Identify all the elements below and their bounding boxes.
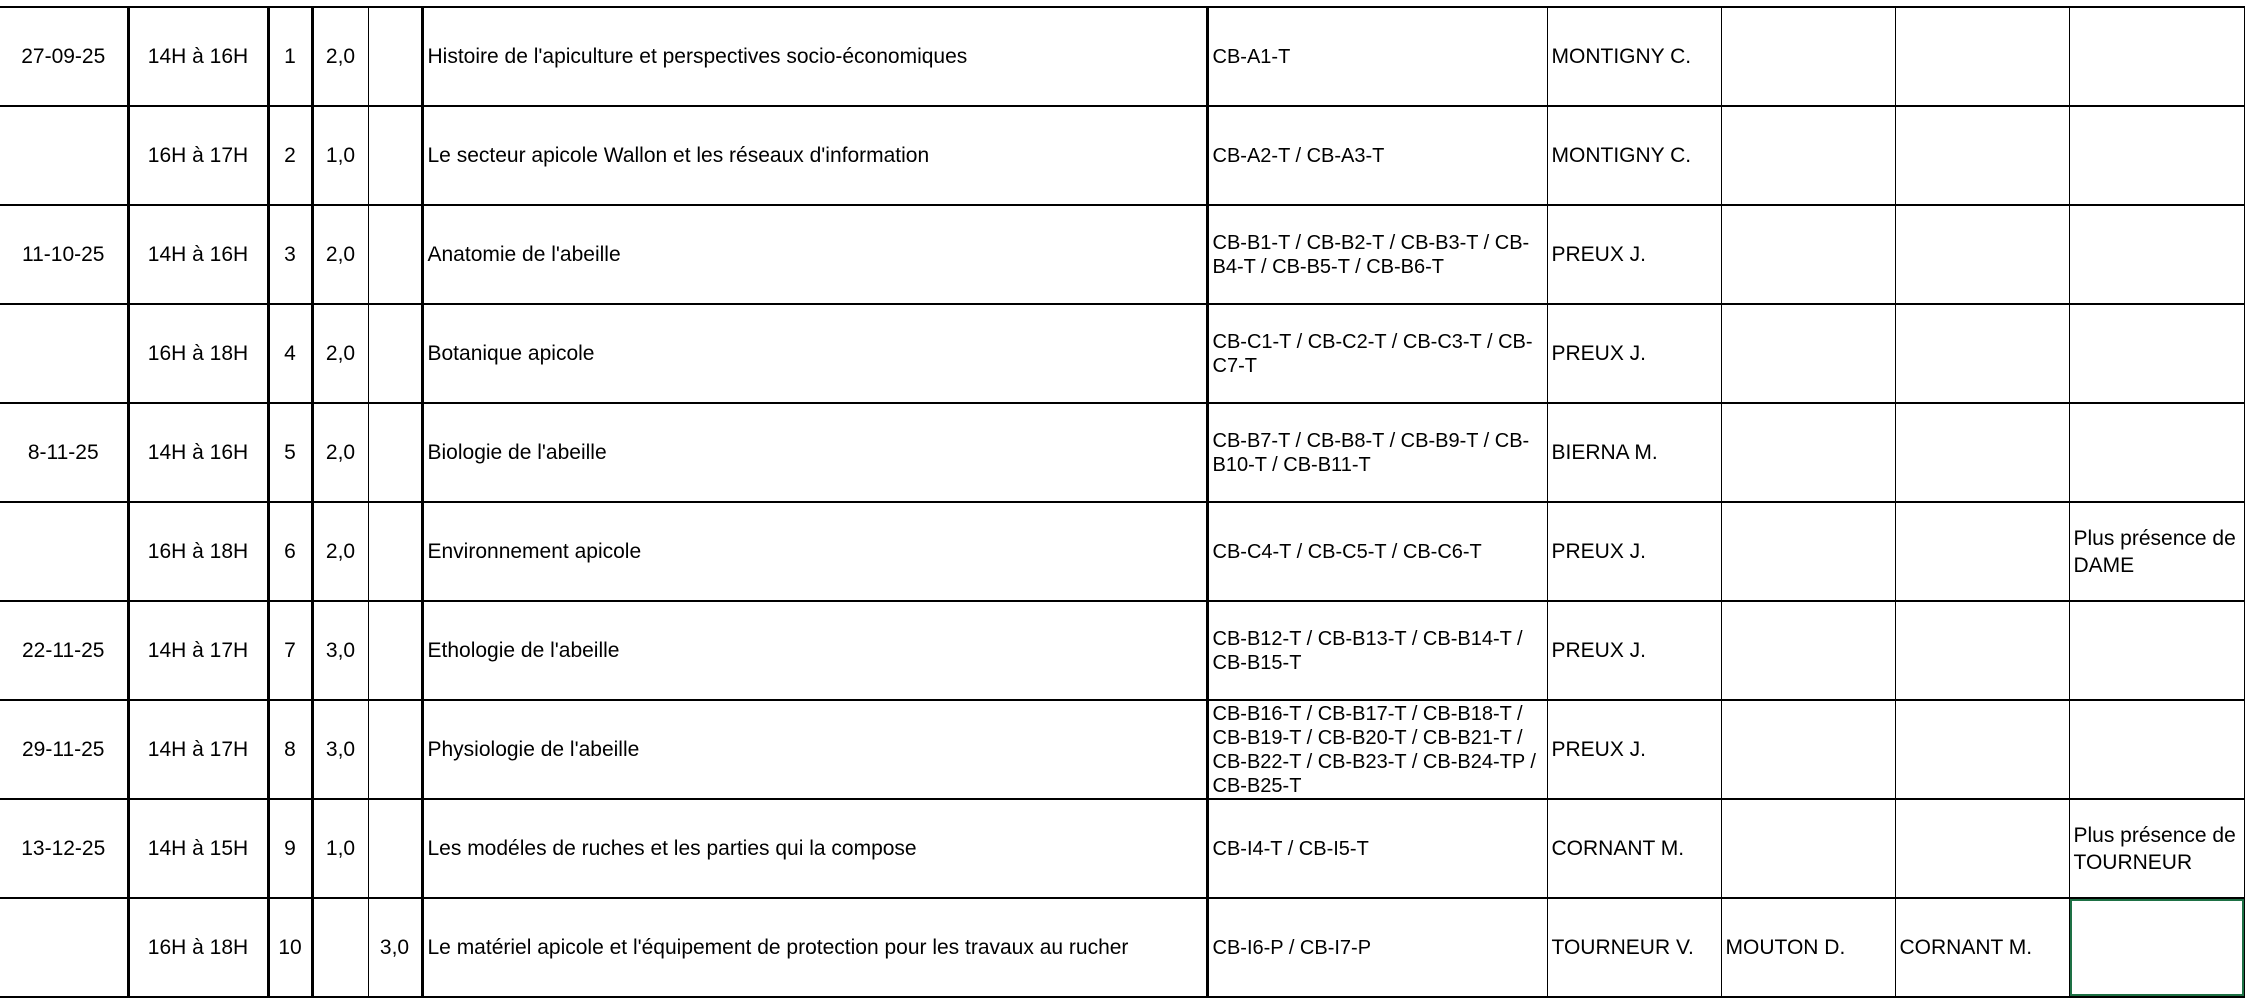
time-cell[interactable]: 16H à 18H [128, 502, 268, 601]
table-row [0, 799, 2244, 898]
note-cell[interactable] [2069, 304, 2244, 403]
hours-cell[interactable]: 2,0 [312, 304, 368, 403]
assistant-teacher-cell[interactable] [1721, 304, 1895, 403]
course-title-cell[interactable]: Les modéles de ruches et les parties qui la compose [422, 799, 1207, 898]
second-assistant-cell[interactable]: CORNANT M. [1895, 898, 2069, 997]
second-assistant-cell[interactable] [1895, 403, 2069, 502]
session-number-cell[interactable]: 2 [268, 106, 312, 205]
date-cell[interactable]: 22-11-25 [0, 601, 128, 700]
teacher-cell[interactable]: BIERNA M. [1547, 403, 1721, 502]
date-cell[interactable]: 11-10-25 [0, 205, 128, 304]
teacher-cell[interactable]: PREUX J. [1547, 502, 1721, 601]
teacher-cell[interactable]: CORNANT M. [1547, 799, 1721, 898]
course-title-cell[interactable]: Histoire de l'apiculture et perspectives socio-économiques [422, 7, 1207, 106]
assistant-teacher-cell[interactable] [1721, 502, 1895, 601]
time-cell[interactable]: 14H à 16H [128, 403, 268, 502]
session-number-cell[interactable]: 7 [268, 601, 312, 700]
practical-hours-cell[interactable] [368, 799, 422, 898]
practical-hours-cell[interactable] [368, 205, 422, 304]
table-row [0, 601, 2244, 700]
hours-cell[interactable] [312, 898, 368, 997]
date-cell[interactable]: 13-12-25 [0, 799, 128, 898]
practical-hours-cell[interactable] [368, 7, 422, 106]
second-assistant-cell[interactable] [1895, 106, 2069, 205]
course-code-cell[interactable]: CB-A2-T / CB-A3-T [1207, 106, 1547, 205]
second-assistant-cell[interactable] [1895, 304, 2069, 403]
teacher-cell[interactable]: TOURNEUR V. [1547, 898, 1721, 997]
date-cell[interactable]: 29-11-25 [0, 700, 128, 799]
schedule-table [0, 6, 2245, 998]
hours-cell[interactable]: 2,0 [312, 205, 368, 304]
table-row [0, 898, 2244, 997]
time-cell[interactable]: 14H à 17H [128, 601, 268, 700]
assistant-teacher-cell[interactable] [1721, 106, 1895, 205]
date-cell[interactable] [0, 502, 128, 601]
time-cell[interactable]: 16H à 17H [128, 106, 268, 205]
course-title-cell[interactable]: Le matériel apicole et l'équipement de protection pour les travaux au rucher [422, 898, 1207, 997]
session-number-cell[interactable]: 5 [268, 403, 312, 502]
practical-hours-cell[interactable] [368, 601, 422, 700]
course-title-cell[interactable]: Physiologie de l'abeille [422, 700, 1207, 799]
hours-cell[interactable]: 1,0 [312, 106, 368, 205]
date-cell[interactable]: 8-11-25 [0, 403, 128, 502]
course-code-cell[interactable]: CB-A1-T [1207, 7, 1547, 106]
note-cell[interactable]: Plus présence de DAME [2069, 502, 2244, 601]
course-title-cell[interactable]: Botanique apicole [422, 304, 1207, 403]
assistant-teacher-cell[interactable]: MOUTON D. [1721, 898, 1895, 997]
course-code-cell[interactable]: CB-I6-P / CB-I7-P [1207, 898, 1547, 997]
table-row [0, 700, 2244, 799]
time-cell[interactable]: 14H à 17H [128, 700, 268, 799]
time-cell[interactable]: 16H à 18H [128, 304, 268, 403]
practical-hours-cell[interactable] [368, 304, 422, 403]
note-cell[interactable] [2069, 898, 2244, 997]
practical-hours-cell[interactable] [368, 700, 422, 799]
practical-hours-cell[interactable] [368, 403, 422, 502]
course-title-cell[interactable]: Biologie de l'abeille [422, 403, 1207, 502]
assistant-teacher-cell[interactable] [1721, 700, 1895, 799]
date-cell[interactable] [0, 106, 128, 205]
practical-hours-cell[interactable] [368, 502, 422, 601]
hours-cell[interactable]: 2,0 [312, 7, 368, 106]
second-assistant-cell[interactable] [1895, 601, 2069, 700]
note-cell[interactable] [2069, 7, 2244, 106]
hours-cell[interactable]: 3,0 [312, 700, 368, 799]
hours-cell[interactable]: 3,0 [312, 601, 368, 700]
time-cell[interactable]: 14H à 16H [128, 7, 268, 106]
table-row [0, 304, 2244, 403]
session-number-cell[interactable]: 1 [268, 7, 312, 106]
course-code-cell[interactable]: CB-B1-T / CB-B2-T / CB-B3-T / CB-B4-T / CB-B5-T / CB-B6-T [1207, 205, 1547, 304]
hours-cell[interactable]: 2,0 [312, 502, 368, 601]
session-number-cell[interactable]: 6 [268, 502, 312, 601]
assistant-teacher-cell[interactable] [1721, 601, 1895, 700]
course-code-cell[interactable]: CB-C4-T / CB-C5-T / CB-C6-T [1207, 502, 1547, 601]
course-title-cell[interactable]: Le secteur apicole Wallon et les réseaux d'information [422, 106, 1207, 205]
session-number-cell[interactable]: 9 [268, 799, 312, 898]
note-cell[interactable]: Plus présence de TOURNEUR [2069, 799, 2244, 898]
date-cell[interactable] [0, 304, 128, 403]
time-cell[interactable]: 16H à 18H [128, 898, 268, 997]
course-title-cell[interactable]: Ethologie de l'abeille [422, 601, 1207, 700]
course-code-cell[interactable]: CB-B12-T / CB-B13-T / CB-B14-T / CB-B15-T [1207, 601, 1547, 700]
second-assistant-cell[interactable] [1895, 205, 2069, 304]
practical-hours-cell[interactable]: 3,0 [368, 898, 422, 997]
hours-cell[interactable]: 1,0 [312, 799, 368, 898]
hours-cell[interactable]: 2,0 [312, 403, 368, 502]
teacher-cell[interactable]: PREUX J. [1547, 700, 1721, 799]
teacher-cell[interactable]: PREUX J. [1547, 601, 1721, 700]
second-assistant-cell[interactable] [1895, 502, 2069, 601]
session-number-cell[interactable]: 3 [268, 205, 312, 304]
assistant-teacher-cell[interactable] [1721, 205, 1895, 304]
table-row [0, 205, 2244, 304]
table-row [0, 403, 2244, 502]
practical-hours-cell[interactable] [368, 106, 422, 205]
teacher-cell[interactable]: MONTIGNY C. [1547, 7, 1721, 106]
second-assistant-cell[interactable] [1895, 799, 2069, 898]
time-cell[interactable]: 14H à 16H [128, 205, 268, 304]
table-row [0, 7, 2244, 106]
teacher-cell[interactable]: PREUX J. [1547, 304, 1721, 403]
assistant-teacher-cell[interactable] [1721, 403, 1895, 502]
assistant-teacher-cell[interactable] [1721, 799, 1895, 898]
course-title-cell[interactable]: Anatomie de l'abeille [422, 205, 1207, 304]
course-code-cell[interactable]: CB-B7-T / CB-B8-T / CB-B9-T / CB-B10-T / CB-B11-T [1207, 403, 1547, 502]
course-code-cell[interactable]: CB-C1-T / CB-C2-T / CB-C3-T / CB-C7-T [1207, 304, 1547, 403]
teacher-cell[interactable]: PREUX J. [1547, 205, 1721, 304]
second-assistant-cell[interactable] [1895, 700, 2069, 799]
note-cell[interactable] [2069, 601, 2244, 700]
course-code-cell[interactable]: CB-I4-T / CB-I5-T [1207, 799, 1547, 898]
date-cell[interactable]: 27-09-25 [0, 7, 128, 106]
note-cell[interactable] [2069, 700, 2244, 799]
teacher-cell[interactable]: MONTIGNY C. [1547, 106, 1721, 205]
session-number-cell[interactable]: 10 [268, 898, 312, 997]
course-title-cell[interactable]: Environnement apicole [422, 502, 1207, 601]
table-row [0, 106, 2244, 205]
assistant-teacher-cell[interactable] [1721, 7, 1895, 106]
note-cell[interactable] [2069, 205, 2244, 304]
course-code-cell[interactable]: CB-B16-T / CB-B17-T / CB-B18-T / CB-B19-T / CB-B20-T / CB-B21-T / CB-B22-T / CB-B23-T / CB-B24-TP / CB-B25-T [1207, 700, 1547, 799]
note-cell[interactable] [2069, 106, 2244, 205]
session-number-cell[interactable]: 4 [268, 304, 312, 403]
time-cell[interactable]: 14H à 15H [128, 799, 268, 898]
note-cell[interactable] [2069, 403, 2244, 502]
date-cell[interactable] [0, 898, 128, 997]
table-row [0, 502, 2244, 601]
session-number-cell[interactable]: 8 [268, 700, 312, 799]
second-assistant-cell[interactable] [1895, 7, 2069, 106]
